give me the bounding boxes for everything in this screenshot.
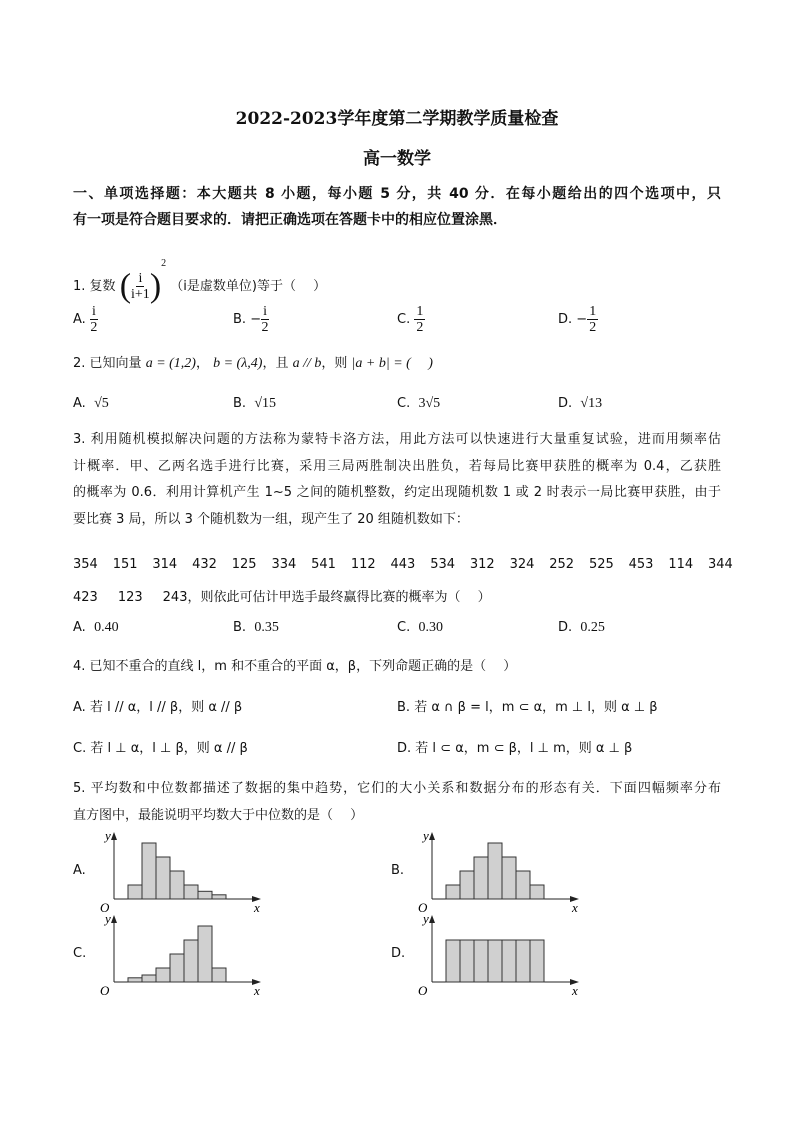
histogram-option-d[interactable]	[410, 911, 590, 996]
origin-label: O	[418, 900, 428, 913]
option-label: C.	[397, 620, 411, 635]
q2-expression: |a + b| = ( )	[351, 356, 433, 371]
option-label: D.	[558, 620, 573, 635]
histogram-bar	[446, 940, 460, 982]
option-label: A.	[73, 396, 86, 411]
histogram-label[interactable]: A.	[73, 863, 86, 878]
histogram-bar	[156, 968, 170, 982]
random-number: 123	[117, 590, 143, 605]
random-number: 525	[588, 557, 614, 572]
option-label: B.	[233, 620, 247, 635]
histogram-bar	[516, 940, 530, 982]
q3-option-d[interactable]	[558, 620, 605, 636]
q1-den: i+1	[131, 287, 150, 302]
option-value: 若 l ⊥ α，l ⊥ β，则 α // β	[90, 741, 248, 756]
random-numbers-row2	[73, 586, 511, 605]
option-label: D.	[397, 741, 412, 756]
histogram-bar	[488, 843, 502, 899]
q1-option-c[interactable]	[397, 304, 425, 335]
q2-cond-pre: ，且	[262, 356, 289, 371]
option-value: √5	[94, 396, 109, 411]
option-label: C.	[397, 312, 411, 327]
origin-label: O	[100, 983, 110, 996]
random-number: 252	[549, 557, 575, 572]
question-3-line4: 要比赛 3 局，所以 3 个随机数为一组，现产生了 20 组随机数如下：	[73, 511, 469, 527]
histogram-bar	[128, 885, 142, 899]
histogram-bar	[530, 885, 544, 899]
paren-left: (	[119, 267, 132, 305]
q1-option-a[interactable]	[73, 304, 98, 335]
histogram-bar	[212, 968, 226, 982]
q1-num: i	[138, 271, 143, 286]
x-axis-label: x	[254, 983, 260, 996]
option-value: 若 α ∩ β = l，m ⊂ α，m ⊥ l，则 α ⊥ β	[414, 700, 658, 715]
option-value: 若 l // α，l // β，则 α // β	[89, 700, 243, 715]
random-number: 243，则依此可估计甲选手最终赢得比赛的概率为（ ）	[162, 590, 491, 605]
q2-option-c[interactable]	[397, 396, 440, 412]
option-label: A.	[73, 620, 86, 635]
q3-option-c[interactable]	[397, 620, 443, 636]
histogram-bar	[502, 940, 516, 982]
random-number: 354	[73, 557, 98, 572]
option-value: 3√5	[418, 396, 441, 411]
question-1	[73, 258, 326, 306]
fraction-num: i	[91, 304, 96, 319]
histogram-option-c[interactable]	[92, 911, 272, 996]
random-number: 112	[350, 557, 376, 572]
q3-option-b[interactable]	[233, 620, 279, 636]
random-number: 312	[469, 557, 495, 572]
question-3-line2: 计概率．甲、乙两名选手进行比赛，采用三局两胜制决出胜负，若每局比赛甲获胜的概率为 0.4，乙获胜	[73, 458, 721, 474]
histogram-bar	[170, 871, 184, 899]
histogram-bar	[184, 885, 198, 899]
option-fraction	[261, 304, 269, 335]
option-label: C.	[73, 741, 87, 756]
option-fraction	[414, 304, 425, 335]
histogram-label[interactable]: D.	[391, 946, 406, 961]
q4-option-a[interactable]	[73, 696, 242, 715]
option-value: √15	[254, 396, 277, 411]
question-3-line3: 的概率为 0.6．利用计算机产生 1~5 之间的随机整数，约定出现随机数 1 或 2 时表示一局比赛甲获胜，由于	[73, 485, 721, 500]
histogram-bar	[516, 871, 530, 899]
fraction-den: 2	[416, 320, 424, 335]
y-axis-label: y	[423, 911, 429, 926]
fraction-num: i	[263, 304, 267, 319]
section-heading-line1: 一、单项选择题：本大题共 8 小题，每小题 5 分，共 40 分．在每小题给出的四个选项中，只	[73, 186, 721, 202]
q4-option-b[interactable]	[397, 696, 658, 715]
histogram-bar	[460, 871, 474, 899]
option-label: D.	[558, 396, 573, 411]
histogram-option-b[interactable]	[410, 828, 590, 913]
random-number: 151	[112, 557, 138, 572]
q2-vector-a: a = (1,2)	[145, 356, 196, 371]
option-value: 0.40	[94, 620, 119, 635]
histogram-label[interactable]: B.	[391, 863, 405, 878]
option-label: B.	[233, 312, 247, 327]
histogram-bar	[474, 940, 488, 982]
histogram-bar	[530, 940, 544, 982]
option-label: D.	[558, 312, 573, 327]
option-label: B.	[233, 396, 247, 411]
q4-option-d[interactable]	[397, 737, 632, 756]
fraction-num: 1	[589, 304, 597, 319]
y-axis-arrow-icon	[429, 832, 435, 840]
option-value: 0.25	[580, 620, 605, 635]
histogram-option-a[interactable]	[92, 828, 272, 913]
random-number: 423	[73, 590, 98, 605]
option-fraction	[587, 304, 598, 335]
q2-condition: a // b	[292, 356, 322, 371]
fraction-den: 2	[261, 320, 269, 335]
option-value: 若 l ⊂ α，m ⊂ β，l ⊥ m，则 α ⊥ β	[415, 741, 633, 756]
q2-option-a[interactable]	[73, 396, 109, 412]
option-fraction	[90, 304, 98, 335]
q2-option-b[interactable]	[233, 396, 276, 412]
option-value: 0.30	[418, 620, 443, 635]
option-label: A.	[73, 700, 86, 715]
histogram-bar	[212, 895, 226, 899]
section-heading-line2: 有一项是符合题目要求的．请把正确选项在答题卡中的相应位置涂黑．	[73, 212, 507, 228]
q3-option-a[interactable]	[73, 620, 119, 636]
q2-vector-b: b = (λ,4)	[213, 356, 263, 371]
random-number: 534	[430, 557, 456, 572]
histogram-bar	[198, 891, 212, 899]
random-number: 334	[271, 557, 297, 572]
histogram-bar	[156, 857, 170, 899]
random-number: 432	[192, 557, 217, 572]
exam-subtitle: 高一数学	[363, 149, 431, 169]
fraction-den: 2	[90, 320, 98, 335]
histogram-bar	[170, 954, 184, 982]
histogram-bar	[142, 843, 156, 899]
x-axis-label: x	[254, 900, 260, 913]
q1-option-b[interactable]	[233, 304, 269, 335]
histogram-label[interactable]: C.	[73, 946, 87, 961]
q2-option-d[interactable]	[558, 396, 602, 412]
q2-then: ，则	[321, 356, 348, 371]
question-4: 4. 已知不重合的直线 l，m 和不重合的平面 α，β，下列命题正确的是（ ）	[73, 659, 517, 674]
option-sign: −	[576, 312, 588, 327]
random-number: 344	[708, 557, 733, 572]
y-axis-arrow-icon	[429, 915, 435, 923]
random-number: 443	[390, 557, 416, 572]
option-value: 0.35	[254, 620, 279, 635]
histogram-bar	[184, 940, 198, 982]
question-2: 2. 已知向量 a = (1,2)， b = (λ,4)，且 a // b，则 |a + b| = ( )	[73, 356, 433, 371]
option-label: A.	[73, 312, 86, 327]
origin-label: O	[100, 900, 110, 913]
question-5-line1: 5. 平均数和中位数都描述了数据的集中趋势，它们的大小关系和数据分布的形态有关．下面四幅频率分布	[73, 781, 721, 796]
exam-title: 2022-2023学年度第二学期教学质量检查	[235, 109, 559, 129]
origin-label: O	[418, 983, 428, 996]
q1-exponent: 2	[161, 258, 167, 269]
random-number: 453	[628, 557, 654, 572]
histogram-bar	[460, 940, 474, 982]
q2-prefix: 2. 已知向量	[73, 356, 142, 371]
random-number: 125	[231, 557, 257, 572]
option-sign: −	[250, 312, 262, 327]
question-3-line1: 3. 利用随机模拟解决问题的方法称为蒙特卡洛方法，用此方法可以快速进行大量重复试验，进而用频率估	[73, 432, 721, 447]
random-number: 314	[152, 557, 178, 572]
y-axis-arrow-icon	[111, 915, 117, 923]
y-axis-label: y	[105, 828, 111, 843]
random-number: 114	[668, 557, 694, 572]
q1-option-d[interactable]	[558, 304, 598, 335]
histogram-bar	[502, 857, 516, 899]
question-5-line2: 直方图中，最能说明平均数大于中位数的是（ ）	[73, 808, 364, 823]
histogram-bar	[142, 975, 156, 982]
paren-right: )	[149, 267, 162, 305]
y-axis-label: y	[423, 828, 429, 843]
random-number: 324	[509, 557, 535, 572]
y-axis-arrow-icon	[111, 832, 117, 840]
option-label: B.	[397, 700, 411, 715]
q4-option-c[interactable]	[73, 737, 248, 756]
histogram-bar	[446, 885, 460, 899]
q1-suffix: （i是虚数单位)等于（ ）	[170, 279, 327, 294]
q1-fraction	[131, 271, 150, 302]
random-number: 541	[311, 557, 336, 572]
x-axis-label: x	[572, 983, 578, 996]
fraction-num: 1	[416, 304, 424, 319]
x-axis-label: x	[572, 900, 578, 913]
y-axis-label: y	[105, 911, 111, 926]
random-numbers-row1	[73, 557, 733, 572]
fraction-den: 2	[589, 320, 597, 335]
histogram-bar	[488, 940, 502, 982]
option-label: C.	[397, 396, 411, 411]
q1-prefix: 1. 复数	[73, 279, 116, 294]
histogram-bar	[198, 926, 212, 982]
histogram-bar	[474, 857, 488, 899]
histogram-bar	[128, 978, 142, 982]
option-value: √13	[580, 396, 603, 411]
